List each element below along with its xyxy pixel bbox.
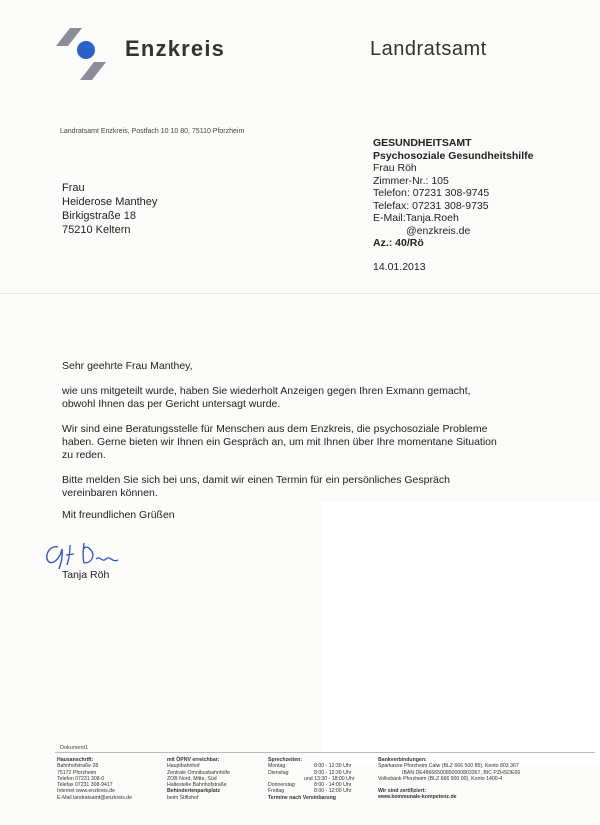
- department-reference: Az.: 40/Rö: [373, 237, 424, 249]
- paragraph-line: Bitte melden Sie sich bei uns, damit wir einen Termin für ein persönliches Gespräch: [62, 474, 450, 486]
- footer-line: Sparkasse Pforzheim Calw (BLZ 666 500 85), Konto 803 367: [378, 763, 519, 770]
- hours-time: 8:00 - 14:00 Uhr: [314, 782, 352, 789]
- footer-divider: [55, 752, 595, 753]
- enzkreis-logo-icon: [48, 26, 118, 82]
- redacted-area: [321, 502, 600, 764]
- letter-paragraph-2: [62, 423, 522, 462]
- letter-closing: Mit freundlichen Grüßen: [62, 509, 175, 521]
- recipient-salutation: Frau: [62, 182, 85, 194]
- hours-day: Montag: [268, 763, 286, 770]
- footer-line: Telefon 07231 308-0: [57, 775, 105, 782]
- letter-paragraph-1: [62, 385, 522, 411]
- footer-line: www.kommunale-kompetenz.de: [378, 794, 457, 801]
- hours-time: 8:00 - 12:30 Uhr: [314, 763, 352, 770]
- footer-line: Behindertenparkplatz: [167, 788, 221, 795]
- footer-heading: Sprechzeiten:: [268, 757, 303, 763]
- footer-heading: Wir sind zertifiziert:: [378, 788, 427, 795]
- department-info: [373, 137, 533, 250]
- footer-transit: [167, 757, 230, 801]
- department-unit: Psychosoziale Gesundheitshilfe: [373, 149, 534, 162]
- footer-hours: [268, 757, 354, 801]
- letter-body: [62, 360, 522, 512]
- department-room: Zimmer-Nr.: 105: [373, 174, 449, 187]
- document-label: Dokument1: [60, 745, 89, 751]
- footer-line: Hauptbahnhof: [167, 763, 200, 770]
- hours-day: Freitag: [268, 788, 285, 795]
- footer-line: IBAN DE48666500850000803367, BIC PZHSDE66: [402, 769, 521, 776]
- footer-line: beim Stiftshof: [167, 794, 199, 801]
- footer-line: Telefax 07231 308-9417: [57, 782, 113, 789]
- handwritten-signature: [40, 533, 140, 573]
- department-email-domain: @enzkreis.de: [406, 224, 471, 237]
- hours-time: und 13:30 - 18:00 Uhr: [304, 775, 355, 782]
- footer-heading: mit ÖPNV erreichbar:: [167, 757, 220, 763]
- letter-paragraph-3: [62, 474, 522, 500]
- footer-heading: Hausanschrift:: [57, 757, 94, 763]
- paragraph-line: obwohl Ihnen das per Gericht untersagt wurde.: [62, 398, 281, 410]
- recipient-name: Heiderose Manthey: [62, 196, 158, 208]
- footer-line: Haltestelle Bahnhofstraße: [167, 782, 227, 789]
- department-fax: Telefax: 07231 308-9735: [373, 199, 489, 212]
- footer-line: 75172 Pforzheim: [57, 769, 97, 776]
- paragraph-line: haben. Gerne bieten wir Ihnen ein Gespräch an, um mit Ihnen über Ihre momentane Situation: [62, 436, 497, 448]
- footer-line: Bahnhofstraße 28: [57, 763, 99, 770]
- footer-heading: Bankverbindungen:: [378, 757, 427, 763]
- paragraph-line: wie uns mitgeteilt wurde, haben Sie wiederholt Anzeigen gegen Ihren Exmann gemacht,: [62, 385, 471, 397]
- recipient-street: Birkigstraße 18: [62, 210, 136, 222]
- office-name: Landratsamt: [370, 38, 487, 60]
- fold-line: [0, 293, 600, 294]
- hours-day: Donnerstag: [268, 782, 295, 789]
- hours-time: 8:00 - 12:00 Uhr: [314, 788, 352, 795]
- letter-greeting: Sehr geehrte Frau Manthey,: [62, 360, 193, 372]
- paragraph-line: Wir sind eine Beratungsstelle für Menschen aus dem Enzkreis, die psychosoziale Probleme: [62, 423, 488, 435]
- recipient-address: [62, 181, 157, 237]
- department-email: E-Mail:Tanja.Roeh: [373, 212, 459, 224]
- department-contact: Frau Röh: [373, 162, 417, 174]
- footer-line: Zentrale Omnibusbahnhöfe: [167, 769, 230, 776]
- footer-line: Internet www.enzkreis.de: [57, 788, 115, 795]
- hours-day: Dienstag: [268, 769, 289, 776]
- signer-name: Tanja Röh: [62, 569, 110, 581]
- recipient-city: 75210 Keltern: [62, 224, 131, 236]
- sender-return-address: Landratsamt Enzkreis, Postfach 10 10 80, 75110 Pforzheim: [60, 128, 245, 135]
- footer-line: E-Mail landratsamt@enzkreis.de: [57, 794, 133, 801]
- footer-line: ZOB Nord, Mitte, Süd: [167, 775, 217, 782]
- department-office: GESUNDHEITSAMT: [373, 137, 472, 149]
- hours-time: 8:00 - 12:30 Uhr: [314, 769, 352, 776]
- footer-address: [57, 757, 132, 801]
- department-phone: Telefon: 07231 308-9745: [373, 187, 490, 199]
- paragraph-line: vereinbaren können.: [62, 487, 158, 499]
- footer-bank: [378, 757, 520, 801]
- footer-line: Volksbank Pforzheim (BLZ 666 900 00), Konto 1400-4: [378, 775, 503, 782]
- brand-name: Enzkreis: [125, 36, 226, 61]
- paragraph-line: zu reden.: [62, 449, 106, 461]
- hours-row: [268, 788, 354, 794]
- hours-note: Termine nach Vereinbarung: [268, 794, 336, 801]
- letter-date: 14.01.2013: [373, 261, 426, 273]
